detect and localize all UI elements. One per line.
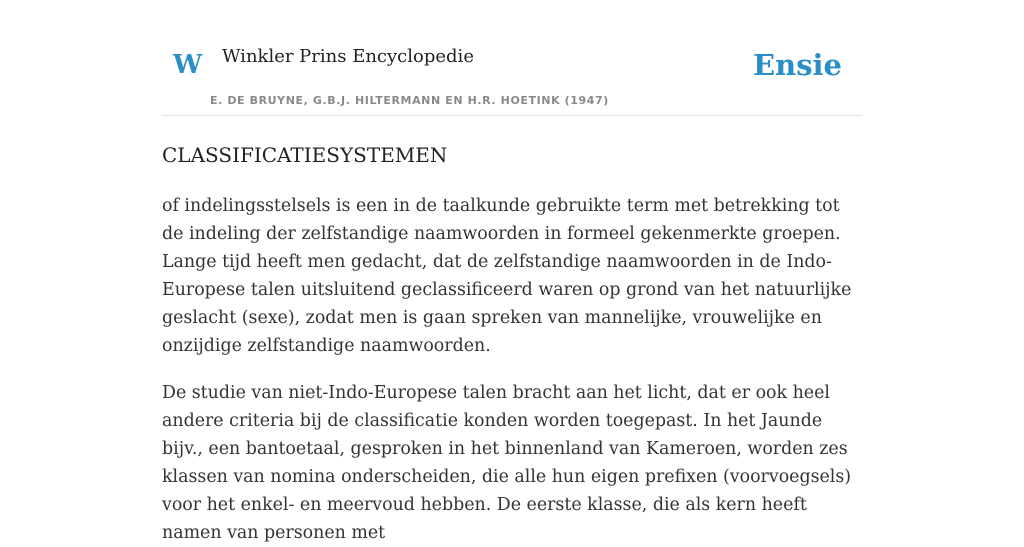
winkler-prins-logo[interactable]: W [173, 50, 203, 80]
source-authors: E. DE BRUYNE, G.B.J. HILTERMANN EN H.R. HOETINK (1947) [210, 94, 609, 107]
article [162, 140, 862, 547]
source-title[interactable]: Winkler Prins Encyclopedie [222, 46, 474, 67]
ensie-logo[interactable]: Ensie [753, 48, 842, 82]
site-header [162, 40, 862, 116]
article-paragraph-2: De studie van niet-Indo-Europese talen bracht aan het licht, dat er ook heel andere criteria bij de classificatie konden worden toegepast. In het Jaunde bijv., een bantoetaal, gesproken in het binnenland van Kameroen, worden zes klassen van nomina onderscheiden, die alle hun eigen prefixen (voorvoegsels) voor het enkel- en meervoud hebben. De eerste klasse, die als kern heeft namen van personen met [162, 383, 852, 543]
article-paragraph-1: of indelingsstelsels is een in de taalkunde gebruikte term met betrekking tot de indeling der zelfstandige naamwoorden in formeel gekenmerkte groepen. Lange tijd heeft men gedacht, dat de zelfstandige naamwoorden in de Indo-Europese talen uitsluitend geclassificeerd waren op grond van het natuurlijke geslacht (sexe), zodat men is gaan spreken van mannelijke, vrouwelijke en onzijdige zelfstandige naamwoorden. [162, 196, 852, 356]
article-heading: CLASSIFICATIESYSTEMEN [162, 143, 448, 167]
